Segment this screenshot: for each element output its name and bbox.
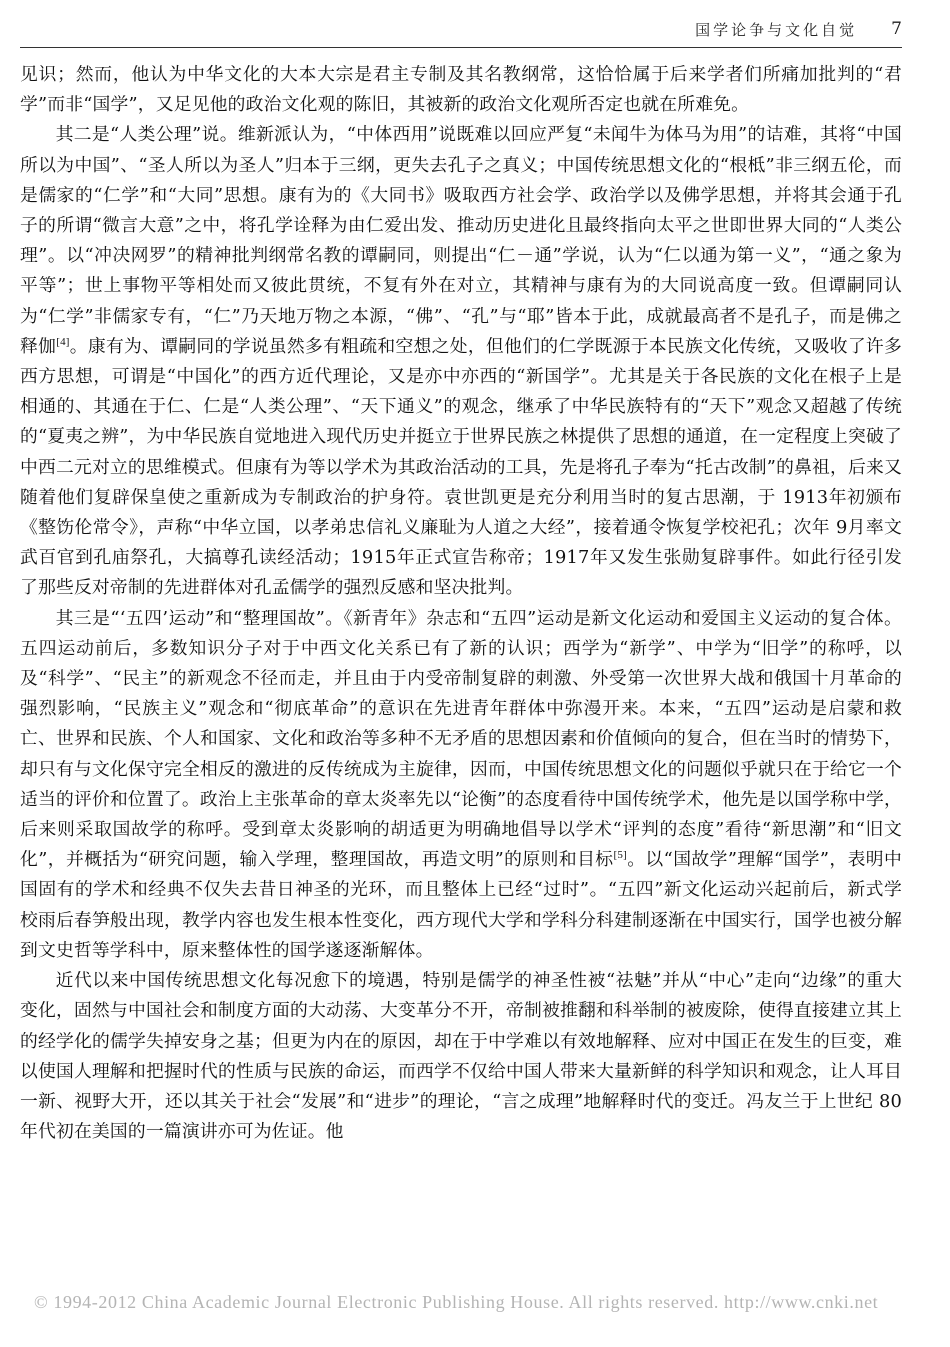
paragraph-text: 其三是“‘五四’运动”和“整理国故”。《新青年》杂志和“五四”运动是新文化运动和爱国主义运动的复合体。五四运动前后，多数知识分子对于中西文化关系已有了新的认识；西学为“新学”、中学为“旧学”的称呼，以及“科学”、“民主”的新观念不径而走，并且由于内受帝制复辟的刺激、外受第一次世界大战和俄国十月革命的强烈影响，“民族主义”观念和“彻底革命”的意识在先进青年群体中弥漫开来。本来，“五四”运动是启蒙和救亡、世界和民族、个人和国家、文化和政治等多种不无矛盾的思想因素和价值倾向的复合，但在当时的情势下，却只有与文化保守完全相反的激进的反传统成为主旋律，因而，中国传统思想文化的问题似乎就只在于给它一个适当的评价和位置了。政治上主张革命的章太炎率先以“论衡”的态度看待中国传统学术，他先是以国学称中学，后来则采取国故学的称呼。受到章太炎影响的胡适更为明确地倡导以学术“评判的态度”看待“新思潮”和“旧文化”，并概括为“研究问题，输入学理，整理国故，再造文明”的原则和目标 <box>20 607 902 871</box>
article-body <box>20 60 902 1147</box>
citation-ref[interactable]: [5] <box>613 849 627 862</box>
paragraph-renlei-gongli <box>20 120 902 603</box>
running-title: 国学论争与文化自觉 <box>695 20 858 39</box>
paragraph-text: 其二是“人类公理”说。维新派认为，“中体西用”说既难以回应严复“未闻牛为体马为用”的诘难，其将“中国所以为中国”、“圣人所以为圣人”归本于三纲，更失去孔子之真义；中国传统思想文化的“根柢”非三纲五伦，而是儒家的“仁学”和“大同”思想。康有为的《大同书》吸取西方社会学、政治学以及佛学思想，并将其会通于孔子的所谓“微言大意”之中，将孔学诠释为由仁爱出发、推动历史进化且最终指向太平之世即世界大同的“人类公理”。以“冲决网罗”的精神批判纲常名教的谭嗣同，则提出“仁－通”学说，认为“仁以通为第一义”，“通之象为平等”；世上事物平等相处而又彼此贯统，不复有外在对立，其精神与康有为的大同说高度一致。但谭嗣同认为“仁学”非儒家专有，“仁”乃天地万物之本源，“佛”、“孔”与“耶”皆本于此，成就最高者不是孔子，而是佛之释伽 <box>20 124 902 357</box>
paragraph-wusi-movement <box>20 604 902 966</box>
running-header <box>20 14 902 44</box>
paragraph-text: 。康有为、谭嗣同的学说虽然多有粗疏和空想之处，但他们的仁学既源于本民族文化传统，又吸收了许多西方思想，可谓是“中国化”的西方近代理论，又是亦中亦西的“新国学”。尤其是关于各民族的文化在根子上是相通的、其通在于仁、仁是“人类公理”、“天下通义”的观念，继承了中华民族特有的“天下”观念又超越了传统的“夏夷之辨”，为中华民族自觉地进入现代历史并挺立于世界民族之林提供了思想的通道，在一定程度上突破了中西二元对立的思维模式。但康有为等以学术为其政治活动的工具，先是将孔子奉为“托古改制”的鼻祖，后来又随着他们复辟保皇使之重新成为专制政治的护身符。袁世凯更是充分利用当时的复古思潮，于 1913年初颁布《整饬伦常令》，声称“中华立国，以孝弟忠信礼义廉耻为人道之大经”，接着通令恢复学校祀孔；次年 9月率文武百官到孔庙祭孔，大搞尊孔读经活动；1915年正式宣告称帝；1917年又发生张勋复辟事件。如此行径引发了那些反对帝制的先进群体对孔孟儒学的强烈反感和坚决批判。 <box>20 335 903 599</box>
header-rule <box>20 47 902 48</box>
paragraph-text: 。以“国故学”理解“国学”，表明中国固有的学术和经典不仅失去昔日神圣的光环，而且整体上已经“过时”。“五四”新文化运动兴起前后，新式学校雨后春笋般出现，教学内容也发生根本性变化，西方现代大学和学科分科建制逐渐在中国实行，国学也被分解到文史哲等学科中，原来整体性的国学遂逐渐解体。 <box>20 849 903 961</box>
citation-ref[interactable]: [4] <box>56 335 70 348</box>
page-number: 7 <box>891 19 902 39</box>
paragraph-modern-decline: 近代以来中国传统思想文化每况愈下的境遇，特别是儒学的神圣性被“祛魅”并从“中心”走向“边缘”的重大变化，固然与中国社会和制度方面的大动荡、大变革分不开，帝制被推翻和科举制的被废除，使得直接建立其上的经学化的儒学失掉安身之基；但更为内在的原因，却在于中学难以有效地解释、应对中国正在发生的巨变，难以使国人理解和把握时代的性质与民族的命运，而西学不仅给中国人带来大量新鲜的科学知识和观念，让人耳目一新、视野大开，还以其关于社会“发展”和“进步”的理论，“言之成理”地解释时代的变迁。冯友兰于上世纪 80年代初在美国的一篇演讲亦可为佐证。他 <box>20 970 902 1143</box>
paragraph-continued: 见识；然而，他认为中华文化的大本大宗是君主专制及其名教纲常，这恰恰属于后来学者们所痛加批判的“君学”而非“国学”，又足见他的政治文化观的陈旧，其被新的政治文化观所否定也就在所难免。 <box>20 64 902 116</box>
copyright-watermark: © 1994-2012 China Academic Journal Electronic Publishing House. All rights reserved. http://www.cnki.net <box>34 1292 879 1312</box>
